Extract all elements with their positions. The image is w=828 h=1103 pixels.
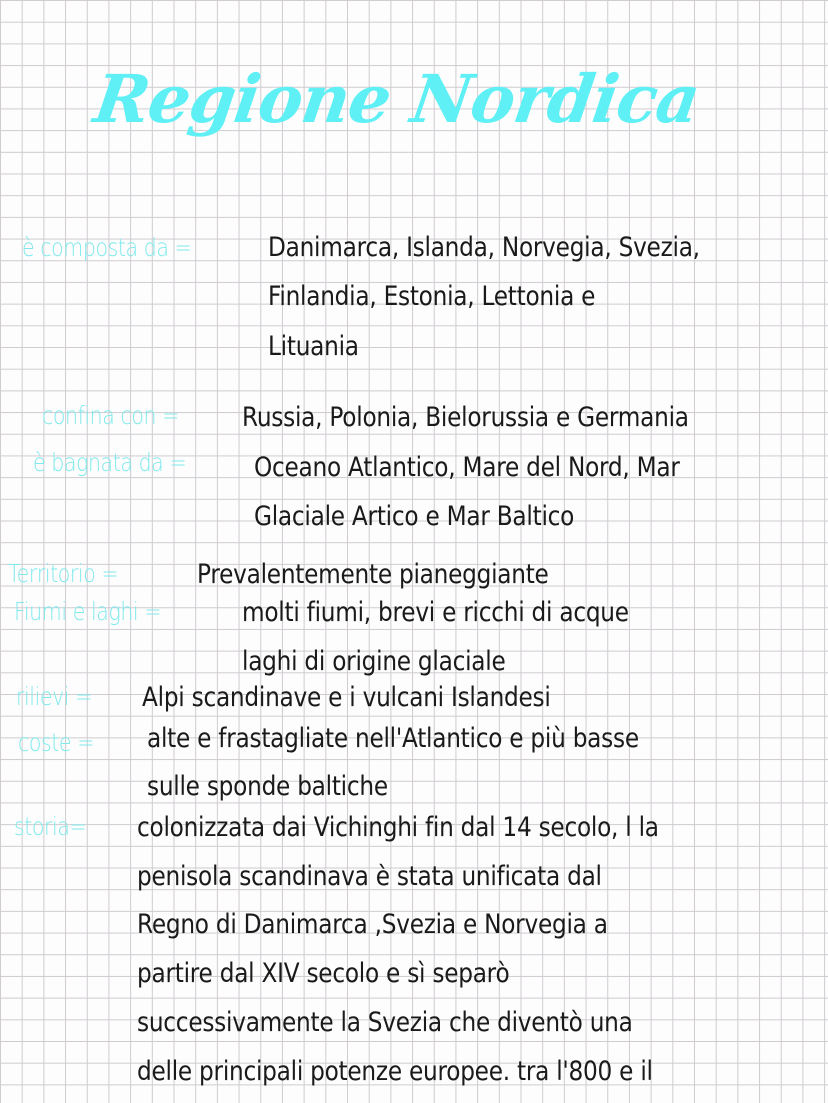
value-line: molti fiumi, brevi e ricchi di acque [242, 597, 629, 628]
value-line: delle principali potenze europee. tra l'800 e il [137, 1056, 653, 1087]
value-line: Regno di Danimarca ,Svezia e Norvegia a [137, 909, 608, 940]
label-storia: storia= [14, 812, 87, 841]
label-composta: è composta da = [22, 233, 192, 262]
label-confina: confina con = [42, 401, 179, 430]
value-line: sulle sponde baltiche [147, 771, 388, 802]
value-line: partire dal XIV secolo e sì separò [137, 958, 510, 989]
value-line: Finlandia, Estonia, Lettonia e [268, 281, 596, 312]
value-line: Alpi scandinave e i vulcani Islandesi [142, 682, 551, 713]
value-line: Oceano Atlantico, Mare del Nord, Mar [254, 452, 680, 483]
value-line: colonizzata dai Vichinghi fin dal 14 secolo, l la [137, 812, 659, 843]
value-line: penisola scandinava è stata unificata dal [137, 861, 602, 892]
value-line: successivamente la Svezia che diventò una [137, 1007, 633, 1038]
label-territorio: Territorio = [8, 559, 119, 588]
value-line: Danimarca, Islanda, Norvegia, Svezia, [268, 232, 700, 263]
value-line: Russia, Polonia, Bielorussia e Germania [242, 402, 689, 433]
value-line: Lituania [268, 331, 359, 362]
value-line: Prevalentemente pianeggiante [197, 559, 549, 590]
value-line: alte e frastagliate nell'Atlantico e più basse [147, 723, 639, 754]
label-coste: coste = [18, 728, 94, 757]
value-line: laghi di origine glaciale [242, 646, 506, 677]
label-fiumi: Fiumi e laghi = [14, 597, 162, 626]
label-rilievi: rilievi = [16, 682, 92, 711]
label-bagnata: è bagnata da = [33, 448, 187, 477]
value-line: Glaciale Artico e Mar Baltico [254, 501, 575, 532]
page-title: Regione Nordica [89, 60, 704, 138]
